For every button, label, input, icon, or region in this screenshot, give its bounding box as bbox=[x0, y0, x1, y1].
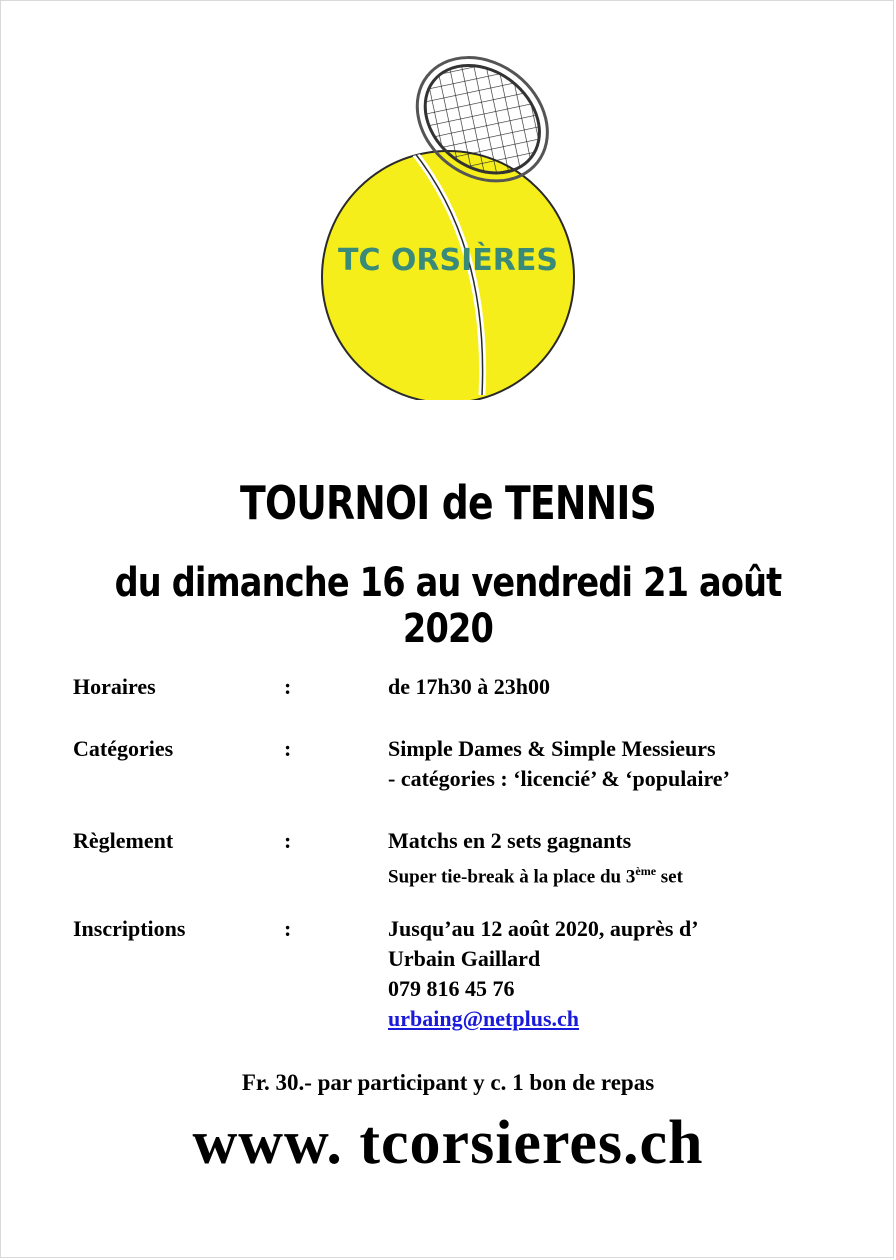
info-colon: : bbox=[284, 916, 292, 941]
info-value bbox=[388, 826, 683, 892]
info-value bbox=[388, 672, 550, 702]
entry-fee: Fr. 30.- par participant y c. 1 bon de repas bbox=[241, 1070, 655, 1095]
info-colon: : bbox=[284, 828, 292, 853]
website-url: www. tcorsieres.ch bbox=[192, 1109, 704, 1177]
club-logo bbox=[310, 55, 590, 400]
page-title: TOURNOI de TENNIS bbox=[240, 476, 656, 530]
info-note: Super tie-break à la place du 3ème set bbox=[388, 864, 683, 888]
info-label: Règlement bbox=[73, 828, 174, 853]
info-line: Matchs en 2 sets gagnants bbox=[388, 828, 632, 853]
info-value bbox=[388, 914, 699, 1034]
email-link[interactable]: urbaing@netplus.ch bbox=[388, 1006, 580, 1031]
info-label: Horaires bbox=[73, 674, 156, 699]
info-line: 079 816 45 76 bbox=[388, 976, 515, 1001]
info-line: Jusqu’au 12 août 2020, auprès d’ bbox=[388, 916, 699, 941]
info-colon: : bbox=[284, 736, 292, 761]
info-line: de 17h30 à 23h00 bbox=[388, 674, 550, 699]
info-label: Catégories bbox=[73, 736, 174, 761]
info-line: Simple Dames & Simple Messieurs bbox=[388, 736, 716, 761]
info-line: - catégories : ‘licencié’ & ‘populaire’ bbox=[388, 766, 730, 791]
info-colon: : bbox=[284, 674, 292, 699]
info-line: Urbain Gaillard bbox=[388, 946, 541, 971]
logo-text: TC ORSIÈRES bbox=[338, 243, 558, 278]
page-subtitle: du dimanche 16 au vendredi 21 août 2020 bbox=[114, 560, 782, 652]
info-value bbox=[388, 734, 730, 794]
info-label: Inscriptions bbox=[73, 916, 186, 941]
